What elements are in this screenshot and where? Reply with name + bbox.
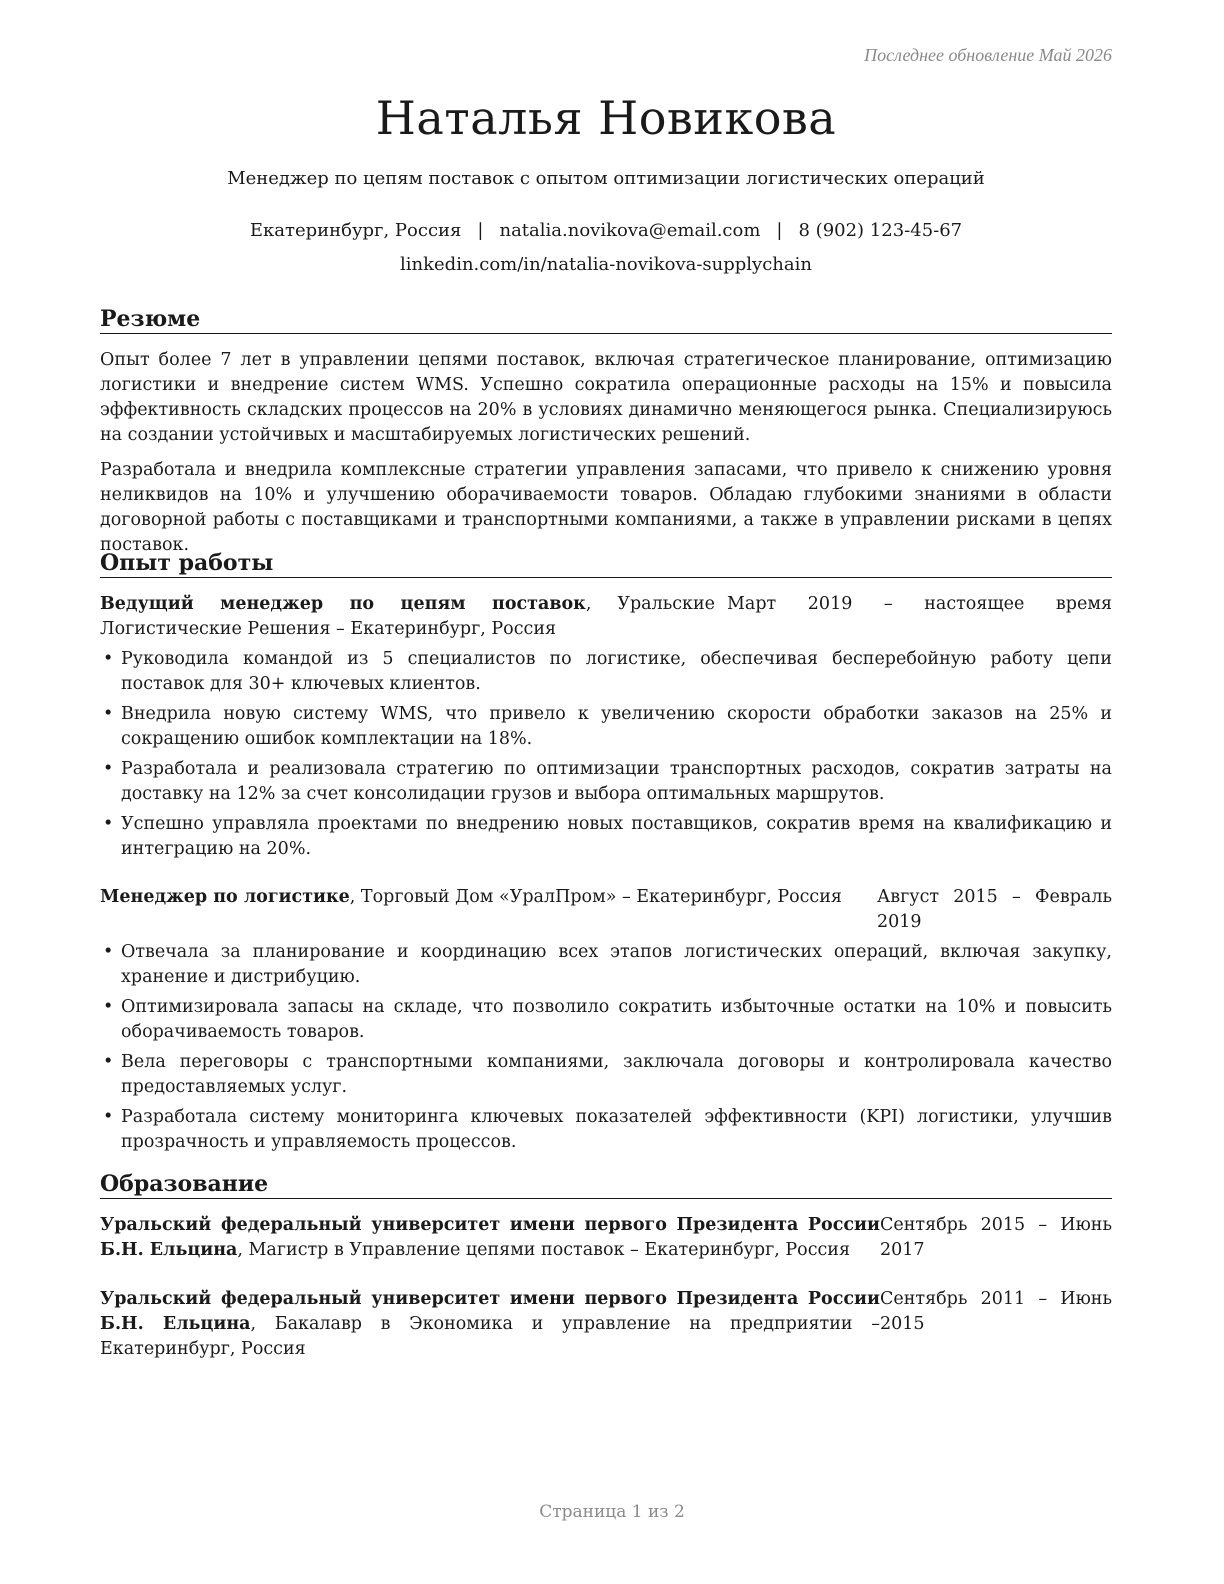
contact-email[interactable]: natalia.novikova@email.com [499,220,761,241]
education-degree: , Бакалавр в Экономика и управление на предприятии – Екатеринбург, Россия [100,1314,880,1359]
list-item: • Отвечала за планирование и координацию всех этапов логистических операций, включая закупку, хранение и дистрибуцию. [100,940,1112,990]
list-item: • Вела переговоры с транспортными компаниями, заключала договоры и контролировала качество предоставляемых услуг. [100,1050,1112,1100]
education-dates: Сентябрь 2015 – Июнь 2017 [880,1215,1112,1260]
list-item: • Внедрила новую систему WMS, что привело к увеличению скорости обработки заказов на 25% и сокращению ошибок комплектации на 18%. [100,702,1112,752]
last-updated-note: Последнее обновление Май 2026 [864,45,1112,65]
education-header [100,1287,1112,1362]
job-header [100,885,1112,935]
list-item: • Разработала систему мониторинга ключевых показателей эффективности (KPI) логистики, улучшив прозрачность и управляемость процессов. [100,1105,1112,1155]
contact-linkedin[interactable]: linkedin.com/in/natalia-novikova-supplychain [400,254,812,275]
page-number: Страница 1 из 2 [539,1502,685,1522]
job-company: , Торговый Дом «УралПром» – Екатеринбург, Россия [349,887,842,907]
summary-paragraph: Опыт более 7 лет в управлении цепями поставок, включая стратегическое планирование, оптимизацию логистики и внедрение систем WMS. Успешно сократила операционные расходы на 15% и повысила эффективность складских процессов на 20% в условиях динамично меняющегося рынка. Специализируюсь на создании устойчивых и масштабируемых логистических решений. [100,350,1112,445]
section-title-education: Образование [100,1170,1112,1199]
contact-phone: 8 (902) 123-45-67 [798,220,963,241]
contact-line [100,218,1112,244]
contact-separator: | [477,220,484,241]
education-header [100,1213,1112,1263]
education-school: Уральский федеральный университет имени первого Президента России Б.Н. Ельцина [100,1215,880,1260]
education-school: Уральский федеральный университет имени первого Президента России Б.Н. Ельцина [100,1289,880,1334]
list-item: • Оптимизировала запасы на складе, что позволило сократить избыточные остатки на 10% и повысить оборачиваемость товаров. [100,995,1112,1045]
candidate-name: Наталья Новикова [375,91,837,145]
education-dates: Сентябрь 2011 – Июнь 2015 [880,1289,1112,1334]
job-bullets [100,647,1112,867]
education-title-line [100,1213,880,1263]
job-dates: Август 2015 – Февраль 2019 [877,887,1112,932]
candidate-tagline: Менеджер по цепям поставок с опытом оптимизации логистических операций [227,168,985,189]
job-role: Менеджер по логистике [100,887,350,907]
education-title-line [100,1287,880,1362]
job-company: , Уральские Логистические Решения – Екатеринбург, Россия [100,594,715,639]
job-role: Ведущий менеджер по цепям поставок [100,594,586,614]
job-title-line [100,592,715,642]
contact-separator: | [776,220,783,241]
job-dates: Март 2019 – настоящее время [727,594,1112,614]
section-title-summary: Резюме [100,305,1112,334]
list-item: • Разработала и реализовала стратегию по оптимизации транспортных расходов, сократив затраты на доставку на 12% за счет консолидации грузов и выбора оптимальных маршрутов. [100,757,1112,807]
education-degree: , Магистр в Управление цепями поставок – Екатеринбург, Россия [237,1240,851,1260]
list-item: • Успешно управляла проектами по внедрению новых поставщиков, сократив время на квалификацию и интеграцию на 20%. [100,812,1112,862]
job-header [100,592,1112,642]
contact-location: Екатеринбург, Россия [249,220,462,241]
list-item: • Руководила командой из 5 специалистов по логистике, обеспечивая бесперебойную работу цепи поставок для 30+ ключевых клиентов. [100,647,1112,697]
job-bullets [100,940,1112,1160]
section-title-experience: Опыт работы [100,549,1112,578]
summary-paragraph: Разработала и внедрила комплексные стратегии управления запасами, что привело к снижению уровня неликвидов на 10% и улучшению оборачиваемости товаров. Обладаю глубокими знаниями в области договорной работы с поставщиками и транспортными компаниями, а также в управлении рисками в цепях поставок. [100,460,1112,555]
job-title-line [100,885,860,910]
